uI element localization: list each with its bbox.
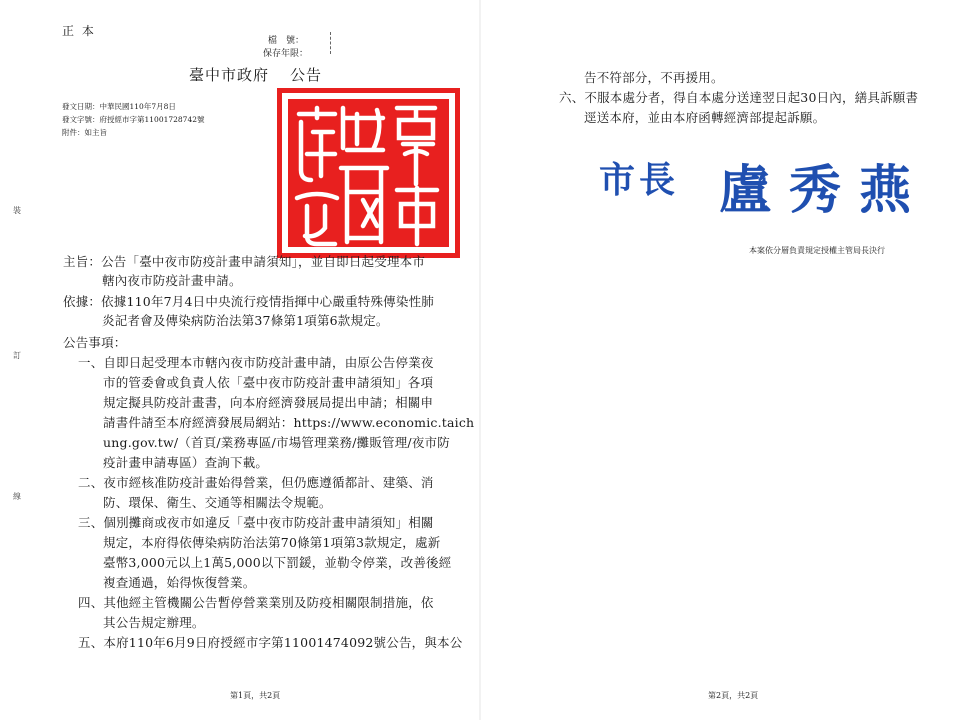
delegation-note: 本案依分層負責規定授權主管局長決行: [749, 246, 885, 255]
item-line: 三、個別攤商或夜市如違反「臺中夜市防疫計畫申請須知」相關: [78, 515, 434, 530]
margin-mark-staple: 訂: [13, 351, 21, 360]
item-line: 複查通過，始得恢復營業。: [103, 575, 256, 590]
item-line: 其公告規定辦理。: [103, 615, 205, 630]
government-seal: [277, 88, 460, 258]
item-line: 四、其他經主管機關公告暫停營業業別及防疫相關限制措施，依: [78, 595, 434, 610]
item-line: 告不符部分，不再援用。: [584, 70, 724, 85]
basis-line: 炎記者會及傳染病防治法第37條第1項第6款規定。: [102, 313, 389, 328]
mayor-signature: 盧秀燕: [719, 160, 930, 221]
item-line: 一、自即日起受理本市轄內夜市防疫計畫申請，由原公告停業夜: [78, 355, 434, 370]
subject-line: 轄內夜市防疫計畫申請。: [102, 273, 242, 288]
item-line: 請書件請至本府經濟發展局網站：https://www.economic.taich: [103, 415, 475, 430]
page-number: 第2頁，共2頁: [708, 691, 759, 700]
archive-no-label: 檔 號：: [268, 36, 305, 46]
item-line: 防、環保、衛生、交通等相關法令規範。: [103, 495, 332, 510]
item-line: 規定，本府得依傳染病防治法第70條第1項第3款規定，處新: [103, 535, 441, 550]
margin-mark-bind: 裝: [13, 206, 21, 215]
retention-label: 保存年限：: [263, 49, 309, 59]
item-line: 臺幣3,000元以上1萬5,000以下罰鍰，並勒令停業，改善後經: [103, 555, 452, 570]
subject-line: 主旨：公告「臺中夜市防疫計畫申請須知」，並自即日起受理本市: [63, 254, 426, 269]
document-page-2: [481, 0, 960, 720]
attachment: 附件：如主旨: [62, 128, 107, 137]
document-type: 公告: [290, 66, 323, 84]
header-dashed-line: [330, 32, 331, 54]
item-line: 二、夜市經核准防疫計畫始得營業，但仍應遵循都計、建築、消: [78, 475, 434, 490]
margin-mark-line: 線: [13, 492, 21, 501]
issue-number: 發文字號：府授經市字第11001728742號: [62, 115, 205, 124]
issue-date: 發文日期：中華民國110年7月8日: [62, 102, 176, 111]
notice-heading: 公告事項：: [63, 335, 127, 350]
item-line: 五、本府110年6月9日府授經市字第11001474092號公告，與本公: [78, 635, 463, 650]
item-line: 六、不服本處分者，得自本處分送達翌日起30日內，繕具訴願書: [559, 90, 919, 105]
item-line: 規定擬具防疫計畫書，向本府經濟發展局提出申請；相關申: [103, 395, 434, 410]
item-line: 逕送本府，並由本府函轉經濟部提起訴願。: [584, 110, 826, 125]
item-line: ung.gov.tw/（首頁/業務專區/市場管理業務/攤販管理/夜市防: [103, 435, 450, 450]
basis-line: 依據：依據110年7月4日中央流行疫情指揮中心嚴重特殊傳染性肺: [63, 294, 434, 309]
issuer-name: 臺中市政府: [189, 66, 270, 84]
copy-label: 正 本: [62, 24, 96, 38]
item-line: 市的管委會或負責人依「臺中夜市防疫計畫申請須知」各項: [103, 375, 434, 390]
signature-title: 市長: [599, 159, 680, 201]
item-line: 疫計畫申請專區）查詢下載。: [103, 455, 269, 470]
page-number: 第1頁，共2頁: [230, 691, 281, 700]
